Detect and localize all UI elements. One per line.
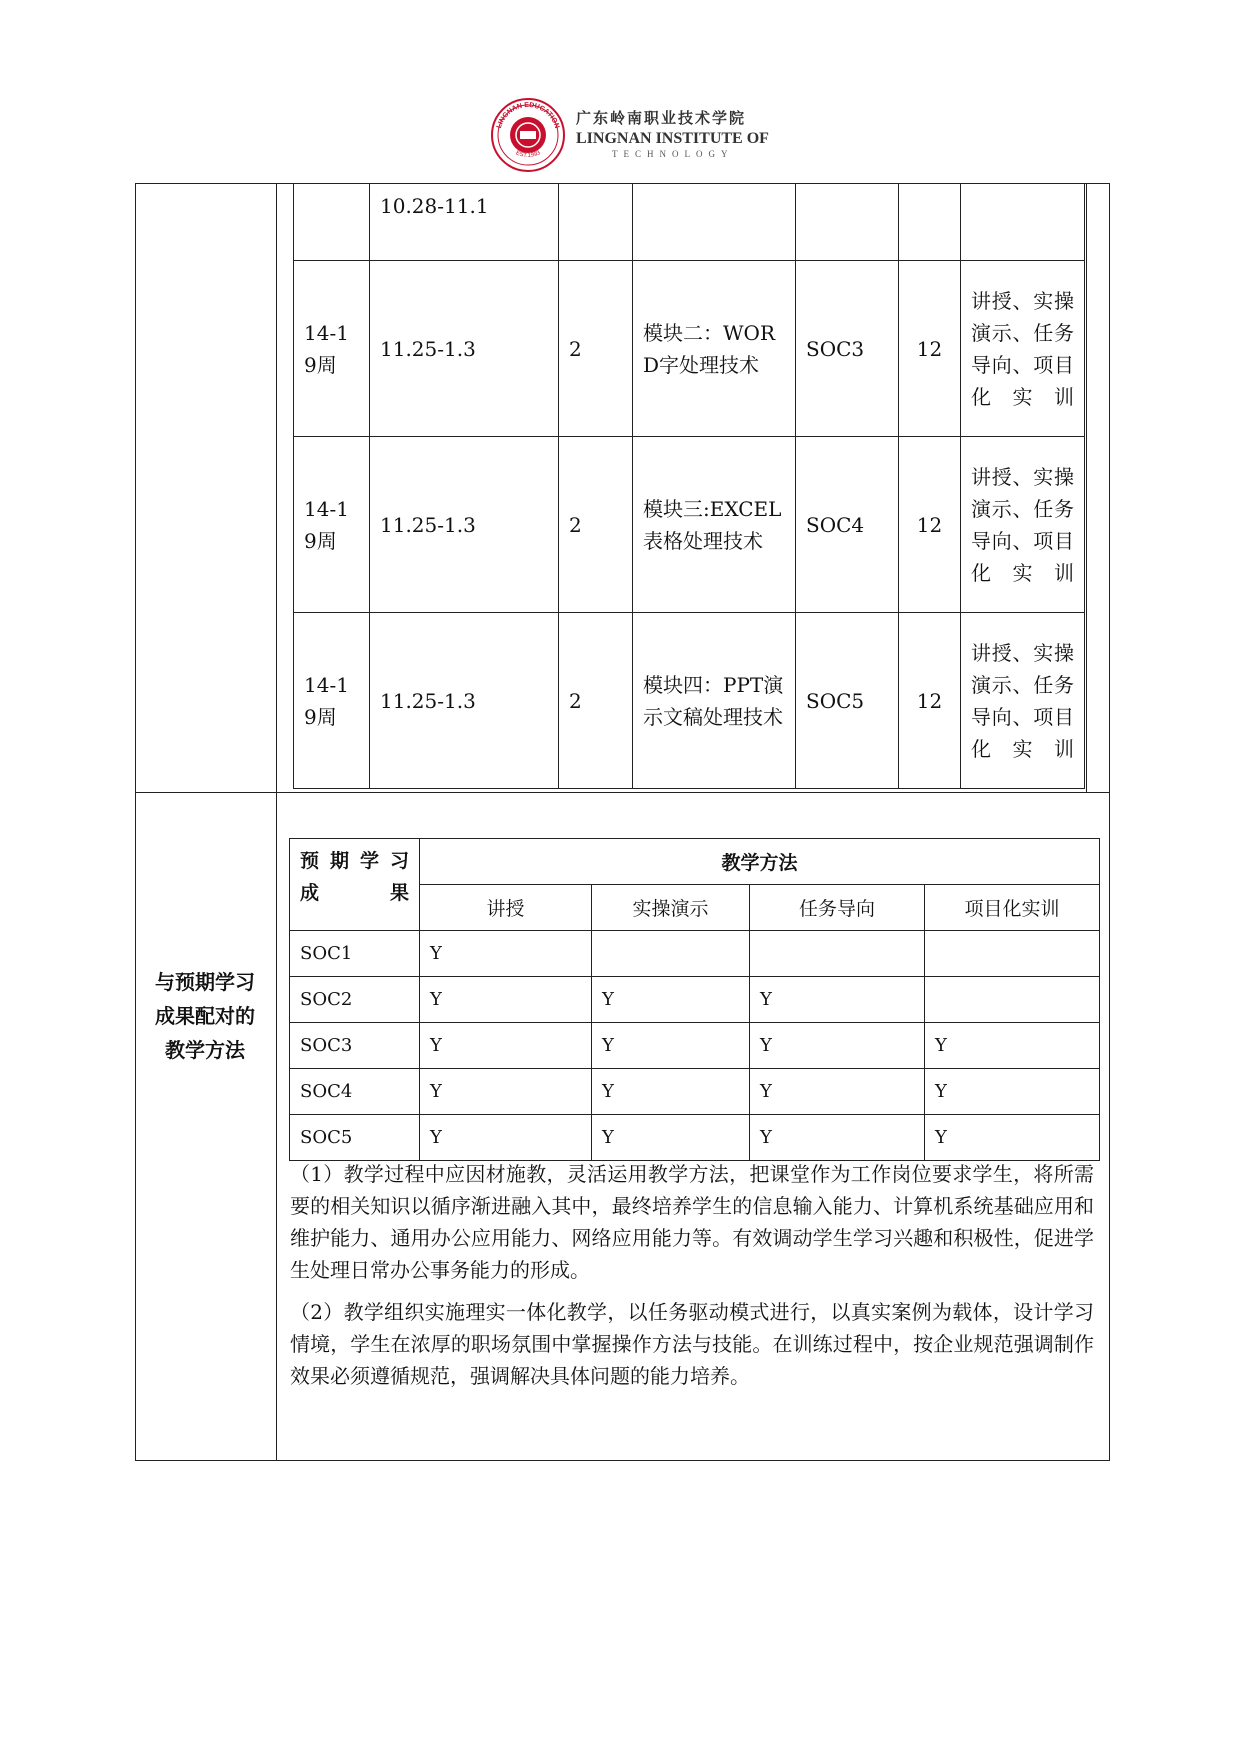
- hours-cell: [559, 184, 633, 261]
- mark-cell: [592, 931, 750, 977]
- mark-cell: Y: [925, 1069, 1100, 1115]
- soc-cell: SOC4: [796, 437, 899, 613]
- mark-cell: Y: [750, 1115, 925, 1161]
- table-row: [290, 839, 1100, 885]
- dates-cell: 11.25-1.3: [370, 613, 559, 789]
- mark-cell: Y: [925, 1023, 1100, 1069]
- outcome-header: 预 期 学 习 成果: [290, 839, 420, 931]
- frame-divider-horizontal: [136, 792, 1109, 793]
- paragraph: （2）教学组织实施理实一体化教学，以任务驱动模式进行，以真实案例为载体，设计学习情境，学生在浓厚的职场氛围中掌握操作方法与技能。在训练过程中，按企业规范强调制作效果必须遵循规范，强调解决具体问题的能力培养。: [290, 1300, 1094, 1388]
- column-header-task: 任务导向: [750, 885, 925, 931]
- soc-cell: SOC2: [290, 977, 420, 1023]
- soc-cell: SOC3: [290, 1023, 420, 1069]
- week-cell: 14-19周: [294, 437, 370, 613]
- method-cell: 讲授、实操演示、任务导向、项目化实训: [961, 437, 1085, 613]
- table-row: [294, 437, 1085, 613]
- school-name-en-sub: TECHNOLOGY: [612, 149, 734, 159]
- table-row: [290, 1115, 1100, 1161]
- week-cell: 14-19周: [294, 613, 370, 789]
- method-cell: [961, 184, 1085, 261]
- week-cell: 14-19周: [294, 261, 370, 437]
- logo-text: [576, 107, 769, 159]
- mark-cell: Y: [420, 931, 592, 977]
- mark-cell: Y: [750, 1069, 925, 1115]
- table-row: [294, 184, 1085, 261]
- mark-cell: [750, 931, 925, 977]
- school-name-en: LINGNAN INSTITUTE OF: [576, 130, 769, 147]
- school-seal-logo: [490, 97, 566, 173]
- section-label-teaching-methods: 与预期学习成果配对的教学方法: [155, 970, 255, 1062]
- mark-cell: [925, 977, 1100, 1023]
- svg-text:EST.1993: EST.1993: [514, 150, 542, 160]
- mark-cell: Y: [592, 977, 750, 1023]
- soc-cell: SOC3: [796, 261, 899, 437]
- mark-cell: Y: [925, 1115, 1100, 1161]
- dates-cell: 11.25-1.3: [370, 261, 559, 437]
- module-cell: 模块二：WORD字处理技术: [633, 261, 796, 437]
- hours-cell: 2: [559, 613, 633, 789]
- mark-cell: Y: [420, 1115, 592, 1161]
- mark-cell: Y: [750, 977, 925, 1023]
- page-header: [490, 97, 770, 173]
- table-row: [294, 613, 1085, 789]
- schedule-table: [293, 183, 1085, 789]
- paragraph: （1）教学过程中应因材施教，灵活运用教学方法，把课堂作为工作岗位要求学生，将所需要的相关知识以循序渐进融入其中，最终培养学生的信息输入能力、计算机系统基础应用和维护能力、通用办公应用能力、网络应用能力等。有效调动学生学习兴趣和积极性，促进学生处理日常办公事务能力的形成。: [290, 1162, 1094, 1282]
- dates-cell: 10.28-11.1: [370, 184, 559, 261]
- table-row: [290, 977, 1100, 1023]
- module-cell: [633, 184, 796, 261]
- table-row: [290, 1069, 1100, 1115]
- hours-cell: 2: [559, 261, 633, 437]
- frame-divider-right: [1086, 184, 1087, 792]
- svg-text:LINGNAN EDUCATION: LINGNAN EDUCATION: [495, 101, 561, 130]
- column-header-project: 项目化实训: [925, 885, 1100, 931]
- mark-cell: Y: [420, 1023, 592, 1069]
- total-hours-cell: 12: [899, 261, 961, 437]
- column-header-demo: 实操演示: [592, 885, 750, 931]
- mark-cell: Y: [592, 1115, 750, 1161]
- hours-cell: 2: [559, 437, 633, 613]
- week-cell: [294, 184, 370, 261]
- mark-cell: Y: [420, 1069, 592, 1115]
- method-cell: 讲授、实操演示、任务导向、项目化实训: [961, 613, 1085, 789]
- mark-cell: [925, 931, 1100, 977]
- soc-cell: SOC1: [290, 931, 420, 977]
- soc-cell: SOC5: [290, 1115, 420, 1161]
- table-row: [290, 1023, 1100, 1069]
- table-row: [294, 261, 1085, 437]
- mark-cell: Y: [592, 1023, 750, 1069]
- method-cell: 讲授、实操演示、任务导向、项目化实训: [961, 261, 1085, 437]
- outcome-method-table: [289, 838, 1100, 1161]
- dates-cell: 11.25-1.3: [370, 437, 559, 613]
- mark-cell: Y: [592, 1069, 750, 1115]
- school-name-cn: 广东岭南职业技术学院: [576, 109, 747, 127]
- module-cell: 模块四：PPT演示文稿处理技术: [633, 613, 796, 789]
- table-row: [290, 931, 1100, 977]
- methods-header: 教学方法: [420, 839, 1100, 885]
- soc-cell: SOC4: [290, 1069, 420, 1115]
- soc-cell: [796, 184, 899, 261]
- total-hours-cell: [899, 184, 961, 261]
- column-header-lecture: 讲授: [420, 885, 592, 931]
- soc-cell: SOC5: [796, 613, 899, 789]
- mark-cell: Y: [750, 1023, 925, 1069]
- total-hours-cell: 12: [899, 613, 961, 789]
- total-hours-cell: 12: [899, 437, 961, 613]
- teaching-method-description: [290, 1158, 1094, 1402]
- frame-divider-vertical: [276, 184, 277, 1460]
- mark-cell: Y: [420, 977, 592, 1023]
- module-cell: 模块三:EXCEL表格处理技术: [633, 437, 796, 613]
